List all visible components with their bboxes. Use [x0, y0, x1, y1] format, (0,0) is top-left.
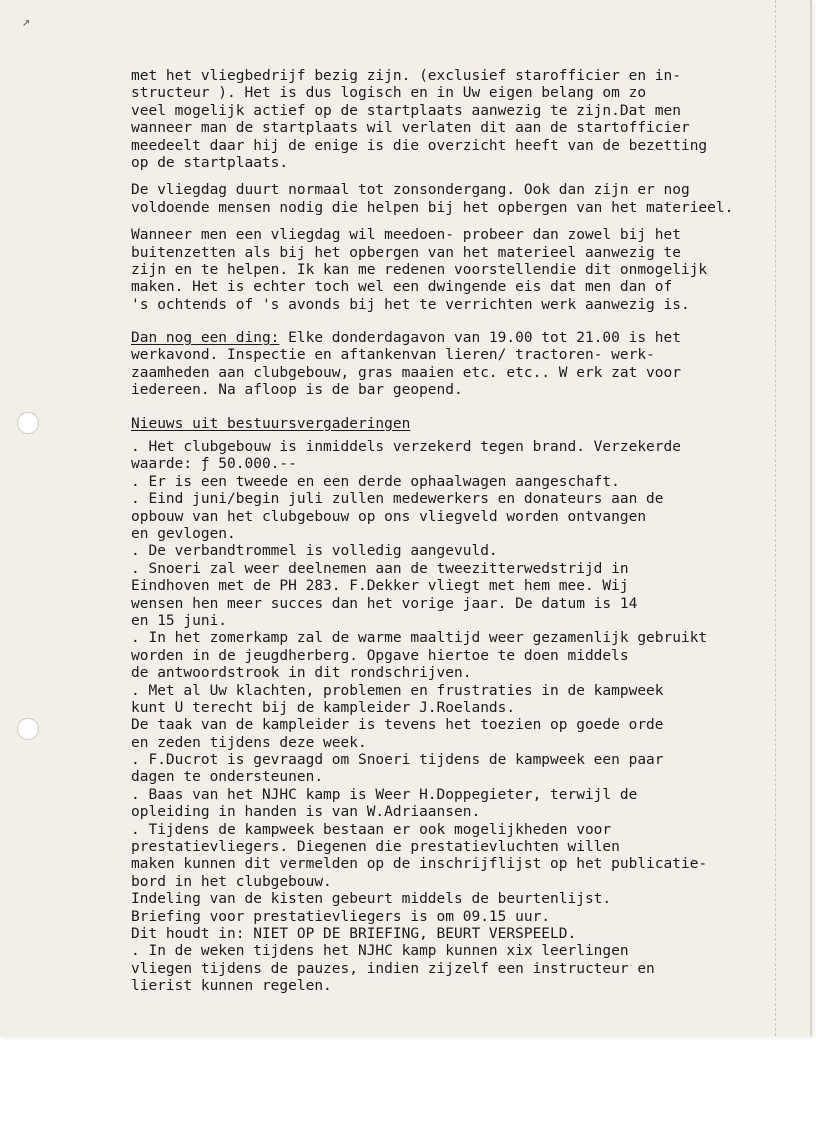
news-line: . Baas van het NJHC kamp is Weer H.Doppegieter, terwijl de [131, 786, 638, 803]
news-line: . In het zomerkamp zal de warme maaltijd weer gezamenlijk gebruikt [131, 630, 708, 647]
text-line: werkavond. Inspectie en aftankenvan lieren/ tractoren- werk- [131, 347, 655, 364]
news-line: . Tijdens de kampweek bestaan er ook mogelijkheden voor [131, 821, 612, 838]
news-line: en 15 juni. [131, 612, 228, 629]
news-line: lierist kunnen regelen. [131, 978, 332, 995]
news-line: . De verbandtrommel is volledig aangevuld. [131, 543, 498, 560]
news-line: Briefing voor prestatievliegers is om 09.15 uur. [131, 908, 551, 925]
news-line: . Snoeri zal weer deelnemen aan de tweezitterwedstrijd in [131, 560, 629, 577]
news-line: Dit houdt in: NIET OP DE BRIEFING, BEURT VERSPEELD. [131, 925, 577, 942]
werkavond-paragraph [131, 330, 791, 400]
news-line: prestatievliegers. Diegenen die prestatievluchten willen [131, 839, 620, 856]
text-line: structeur ). Het is dus logisch en in Uw eigen belang om zo [131, 85, 647, 102]
text-line: buitenzetten als bij het opbergen van het materieel aanwezig te [131, 244, 681, 261]
vliegdag-paragraph [131, 182, 791, 217]
news-line: waarde: ƒ 50.000.-- [131, 456, 297, 473]
text-line: op de startplaats. [131, 154, 289, 171]
news-heading: Nieuws uit bestuursvergaderingen [131, 415, 411, 432]
news-line: opleiding in handen is van W.Adriaansen. [131, 804, 481, 821]
text-line: 's ochtends of 's avonds bij het te verrichten werk aanwezig is. [131, 296, 690, 313]
news-line: worden in de jeugdherberg. Opgave hiertoe te doen middels [131, 647, 629, 664]
news-line: De taak van de kampleider is tevens het toezien op goede orde [131, 717, 664, 734]
news-line: . Met al Uw klachten, problemen en frustraties in de kampweek [131, 682, 664, 699]
punch-hole-icon [17, 718, 39, 740]
text-line: iedereen. Na afloop is de bar geopend. [131, 382, 463, 399]
werkavond-first-line: Elke donderdagavon van 19.00 tot 21.00 is het [279, 330, 681, 347]
news-line: en gevlogen. [131, 525, 236, 542]
news-line: . F.Ducrot is gevraagd om Snoeri tijdens de kampweek een paar [131, 752, 664, 769]
news-line: wensen hen meer succes dan het vorige jaar. De datum is 14 [131, 595, 638, 612]
text-line: wanneer man de startplaats wil verlaten dit aan de startofficier [131, 120, 690, 137]
text-line: met het vliegbedrijf bezig zijn. (exclusief starofficier en in- [131, 68, 681, 84]
text-line: zijn en te helpen. Ik kan me redenen voorstellendie dit onmogelijk [131, 261, 708, 278]
text-line: voldoende mensen nodig die helpen bij het opbergen van het materieel. [131, 199, 734, 216]
text-line: De vliegdag duurt normaal tot zonsondergang. Ook dan zijn er nog [131, 182, 690, 199]
news-line: vliegen tijdens de pauzes, indien zijzelf een instructeur en [131, 960, 655, 977]
punch-hole-icon [17, 412, 39, 434]
text-line: veel mogelijk actief op de startplaats aanwezig te zijn.Dat men [131, 102, 681, 119]
text-line: Wanneer men een vliegdag wil meedoen- probeer dan zowel bij het [131, 227, 681, 244]
text-line: zaamheden aan clubgebouw, gras maaien etc. etc.. W erk zat voor [131, 364, 681, 381]
news-line: . Eind juni/begin juli zullen medewerkers en donateurs aan de [131, 491, 664, 508]
text-line: maken. Het is echter toch wel een dwingende eis dat men dan of [131, 279, 673, 296]
news-line: Eindhoven met de PH 283. F.Dekker vliegt met hem mee. Wij [131, 578, 629, 595]
news-line: . Er is een tweede en een derde ophaalwagen aangeschaft. [131, 473, 620, 490]
news-line: . Het clubgebouw is inmiddels verzekerd tegen brand. Verzekerde [131, 439, 681, 456]
news-line: bord in het clubgebouw. [131, 873, 332, 890]
werkavond-lead: Dan nog een ding: [131, 330, 280, 347]
news-line: Indeling van de kisten gebeurt middels de beurtenlijst. [131, 891, 612, 908]
intro-paragraph [131, 68, 791, 172]
news-line: . In de weken tijdens het NJHC kamp kunnen xix leerlingen [131, 943, 629, 960]
typed-text [131, 68, 791, 996]
news-list [131, 439, 791, 996]
meedoen-paragraph [131, 227, 791, 314]
news-line: maken kunnen dit vermelden op de inschrijflijst op het publicatie- [131, 856, 708, 873]
corner-mark-icon: ↗ [22, 14, 31, 30]
news-line: opbouw van het clubgebouw op ons vliegveld worden ontvangen [131, 508, 647, 525]
news-line: dagen te ondersteunen. [131, 769, 324, 786]
text-line: meedeelt daar hij de enige is die overzicht heeft van de bezetting [131, 137, 708, 154]
news-line: en zeden tijdens deze week. [131, 734, 367, 751]
news-line: kunt U terecht bij de kampleider J.Roelands. [131, 699, 516, 716]
news-line: de antwoordstrook in dit rondschrijven. [131, 665, 472, 682]
